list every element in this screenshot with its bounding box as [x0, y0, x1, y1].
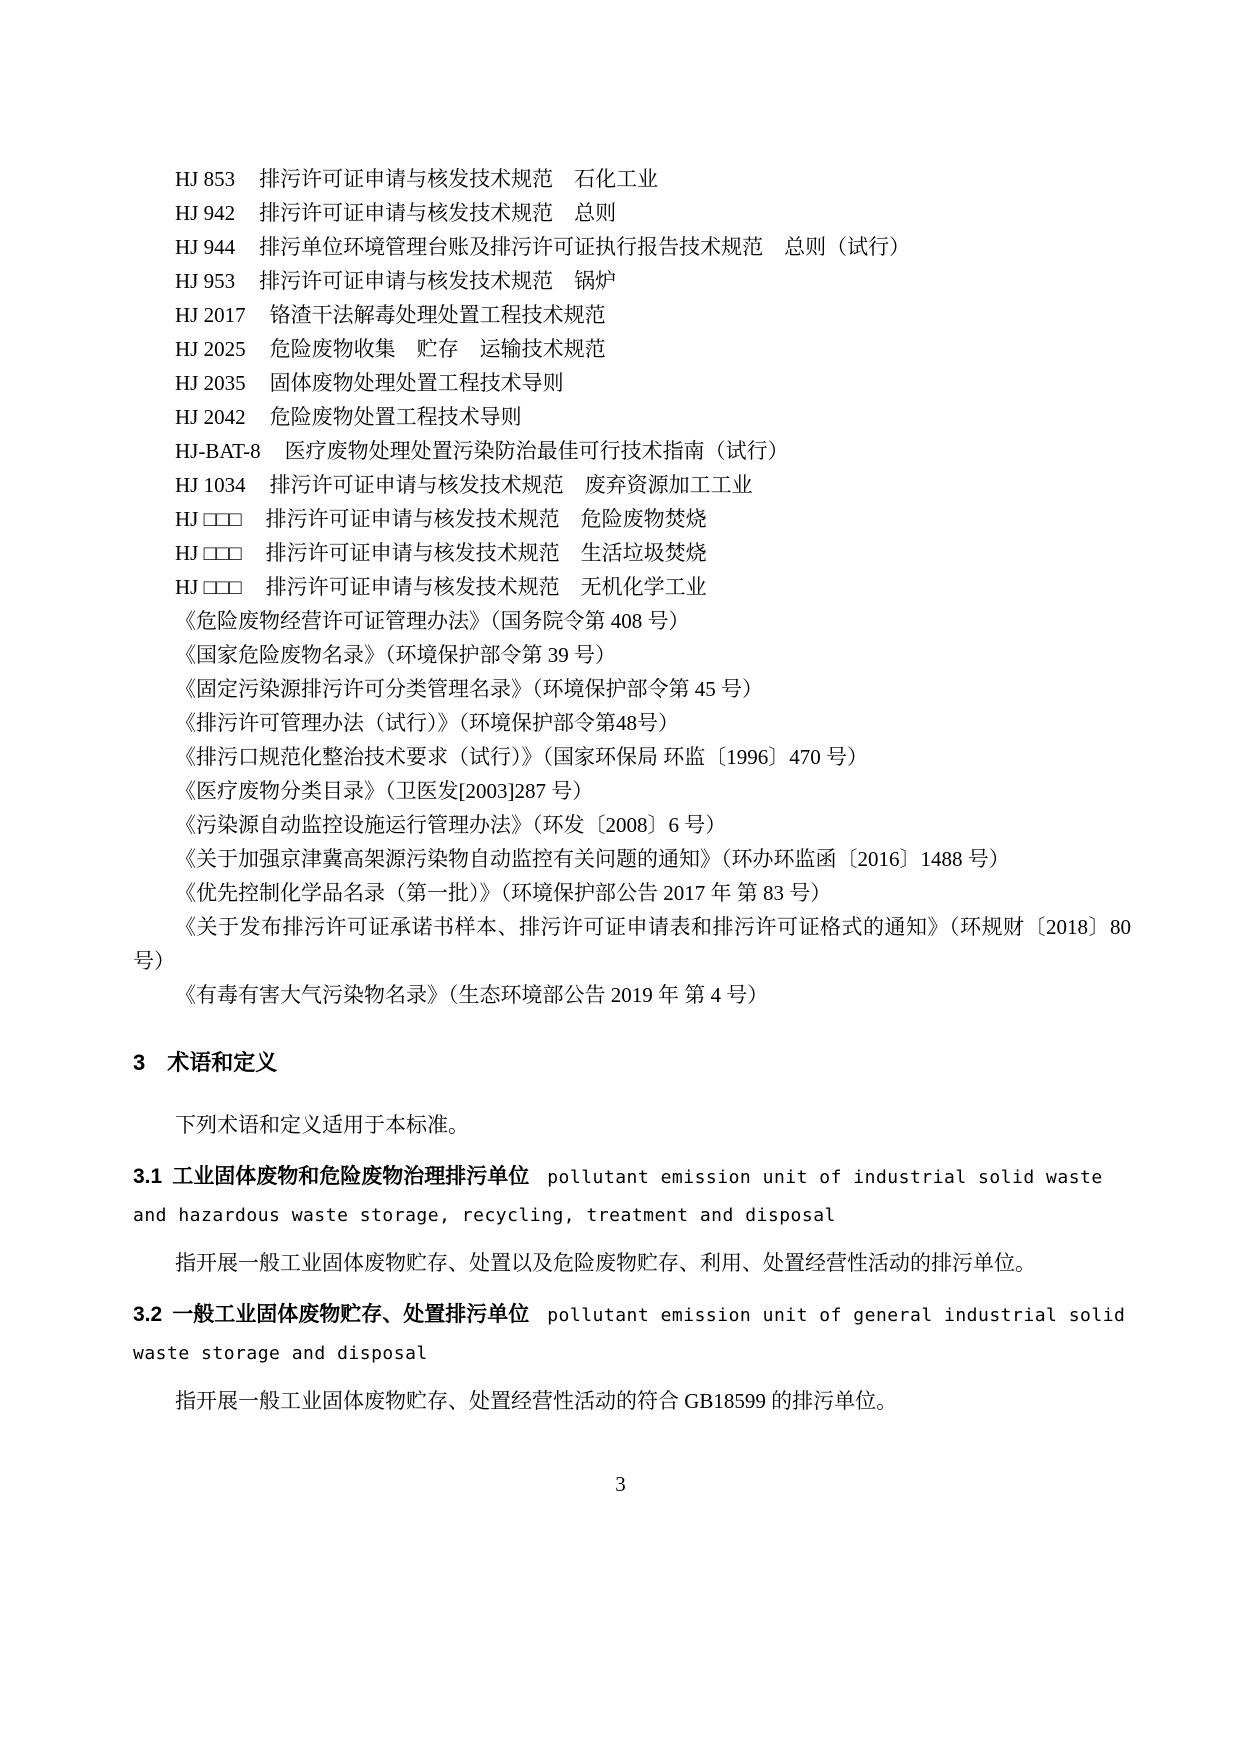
hj-reference-item	[133, 434, 1131, 468]
hj-reference-title: 排污许可证申请与核发技术规范 无机化学工业	[265, 575, 707, 599]
cited-document-item: 《固定污染源排污许可分类管理名录》（环境保护部令第 45 号）	[175, 677, 763, 701]
cited-document-item: 《危险废物经营许可证管理办法》（国务院令第 408 号）	[175, 609, 690, 633]
term-3-1	[133, 1158, 1131, 1280]
cited-document-item: 《国家危险废物名录》（环境保护部令第 39 号）	[175, 643, 616, 667]
cited-document-item: 《排污口规范化整治技术要求（试行）》（国家环保局 环监〔1996〕470 号）	[175, 745, 868, 769]
cited-document-item: 《关于加强京津冀高架源污染物自动监控有关问题的通知》（环办环监函〔2016〕1488 号）	[175, 847, 1010, 871]
hj-reference-title: 固体废物处理处置工程技术导则	[269, 371, 564, 395]
hj-reference-item	[133, 162, 1131, 196]
cited-document-list	[133, 604, 1131, 1012]
hj-reference-item	[133, 332, 1131, 366]
hj-reference-item	[133, 366, 1131, 400]
cited-document-item: 《医疗废物分类目录》（卫医发[2003]287 号）	[175, 779, 594, 803]
hj-reference-title: 排污许可证申请与核发技术规范 废弃资源加工工业	[269, 473, 753, 497]
hj-reference-title: 排污许可证申请与核发技术规范 总则	[259, 201, 617, 225]
hj-reference-title: 排污许可证申请与核发技术规范 危险废物焚烧	[265, 507, 707, 531]
hj-reference-code: HJ □□□	[175, 541, 242, 565]
section-title: 术语和定义	[167, 1050, 278, 1075]
term-3-1-en: pollutant emission unit of industrial solid waste and hazardous waste storage, recycling, treatment and disposal	[133, 1167, 1103, 1226]
cited-document-item: 《关于发布排污许可证承诺书样本、排污许可证申请表和排污许可证格式的通知》（环规财〔2018〕80 号）	[133, 915, 1131, 973]
term-3-2-definition: 指开展一般工业固体废物贮存、处置经营性活动的符合 GB18599 的排污单位。	[175, 1389, 898, 1413]
section-heading	[133, 1048, 1131, 1078]
hj-reference-code: HJ 2025	[175, 337, 246, 361]
cited-document-item: 《排污许可管理办法（试行）》（环境保护部令第48号）	[175, 711, 679, 735]
hj-reference-title: 危险废物处置工程技术导则	[269, 405, 522, 429]
section-intro: 下列术语和定义适用于本标准。	[175, 1113, 469, 1137]
hj-reference-code: HJ 2035	[175, 371, 246, 395]
hj-reference-list	[133, 162, 1131, 604]
cited-document-item: 《有毒有害大气污染物名录》（生态环境部公告 2019 年 第 4 号）	[175, 983, 769, 1007]
hj-reference-title: 排污许可证申请与核发技术规范 生活垃圾焚烧	[265, 541, 707, 565]
term-3-1-definition: 指开展一般工业固体废物贮存、处置以及危险废物贮存、利用、处置经营性活动的排污单位。	[175, 1251, 1036, 1275]
hj-reference-code: HJ 953	[175, 269, 236, 293]
term-3-2	[133, 1296, 1131, 1418]
hj-reference-title: 危险废物收集 贮存 运输技术规范	[269, 337, 606, 361]
hj-reference-code: HJ 944	[175, 235, 236, 259]
hj-reference-code: HJ 853	[175, 167, 236, 191]
hj-reference-code: HJ 2017	[175, 303, 246, 327]
hj-reference-item	[133, 264, 1131, 298]
term-3-2-number: 3.2	[133, 1303, 163, 1326]
cited-document-item: 《污染源自动监控设施运行管理办法》（环发〔2008〕6 号）	[175, 813, 727, 837]
term-3-2-heading	[133, 1296, 1131, 1372]
hj-reference-code: HJ 1034	[175, 473, 246, 497]
hj-reference-code: HJ-BAT-8	[175, 439, 261, 463]
hj-reference-item	[133, 230, 1131, 264]
term-3-2-en: pollutant emission unit of general industrial solid waste storage and disposal	[133, 1305, 1126, 1364]
term-3-1-heading	[133, 1158, 1131, 1234]
term-3-1-zh: 工业固体废物和危险废物治理排污单位	[172, 1165, 530, 1188]
hj-reference-title: 铬渣干法解毒处理处置工程技术规范	[269, 303, 606, 327]
page-number: 3	[615, 1472, 626, 1496]
hj-reference-item	[133, 536, 1131, 570]
hj-reference-code: HJ □□□	[175, 575, 242, 599]
cited-document-item: 《优先控制化学品名录（第一批）》（环境保护部公告 2017 年 第 83 号）	[175, 881, 832, 905]
hj-reference-item	[133, 196, 1131, 230]
hj-reference-item	[133, 468, 1131, 502]
hj-reference-item	[133, 298, 1131, 332]
hj-reference-code: HJ 2042	[175, 405, 246, 429]
hj-reference-code: HJ □□□	[175, 507, 242, 531]
section-number: 3	[133, 1050, 146, 1075]
hj-reference-title: 排污许可证申请与核发技术规范 锅炉	[259, 269, 617, 293]
term-3-1-number: 3.1	[133, 1165, 163, 1188]
hj-reference-title: 医疗废物处理处置污染防治最佳可行技术指南（试行）	[284, 439, 789, 463]
hj-reference-item	[133, 400, 1131, 434]
hj-reference-code: HJ 942	[175, 201, 236, 225]
hj-reference-title: 排污单位环境管理台账及排污许可证执行报告技术规范 总则（试行）	[259, 235, 911, 259]
hj-reference-title: 排污许可证申请与核发技术规范 石化工业	[259, 167, 659, 191]
hj-reference-item	[133, 570, 1131, 604]
term-3-2-zh: 一般工业固体废物贮存、处置排污单位	[172, 1303, 530, 1326]
hj-reference-item	[133, 502, 1131, 536]
